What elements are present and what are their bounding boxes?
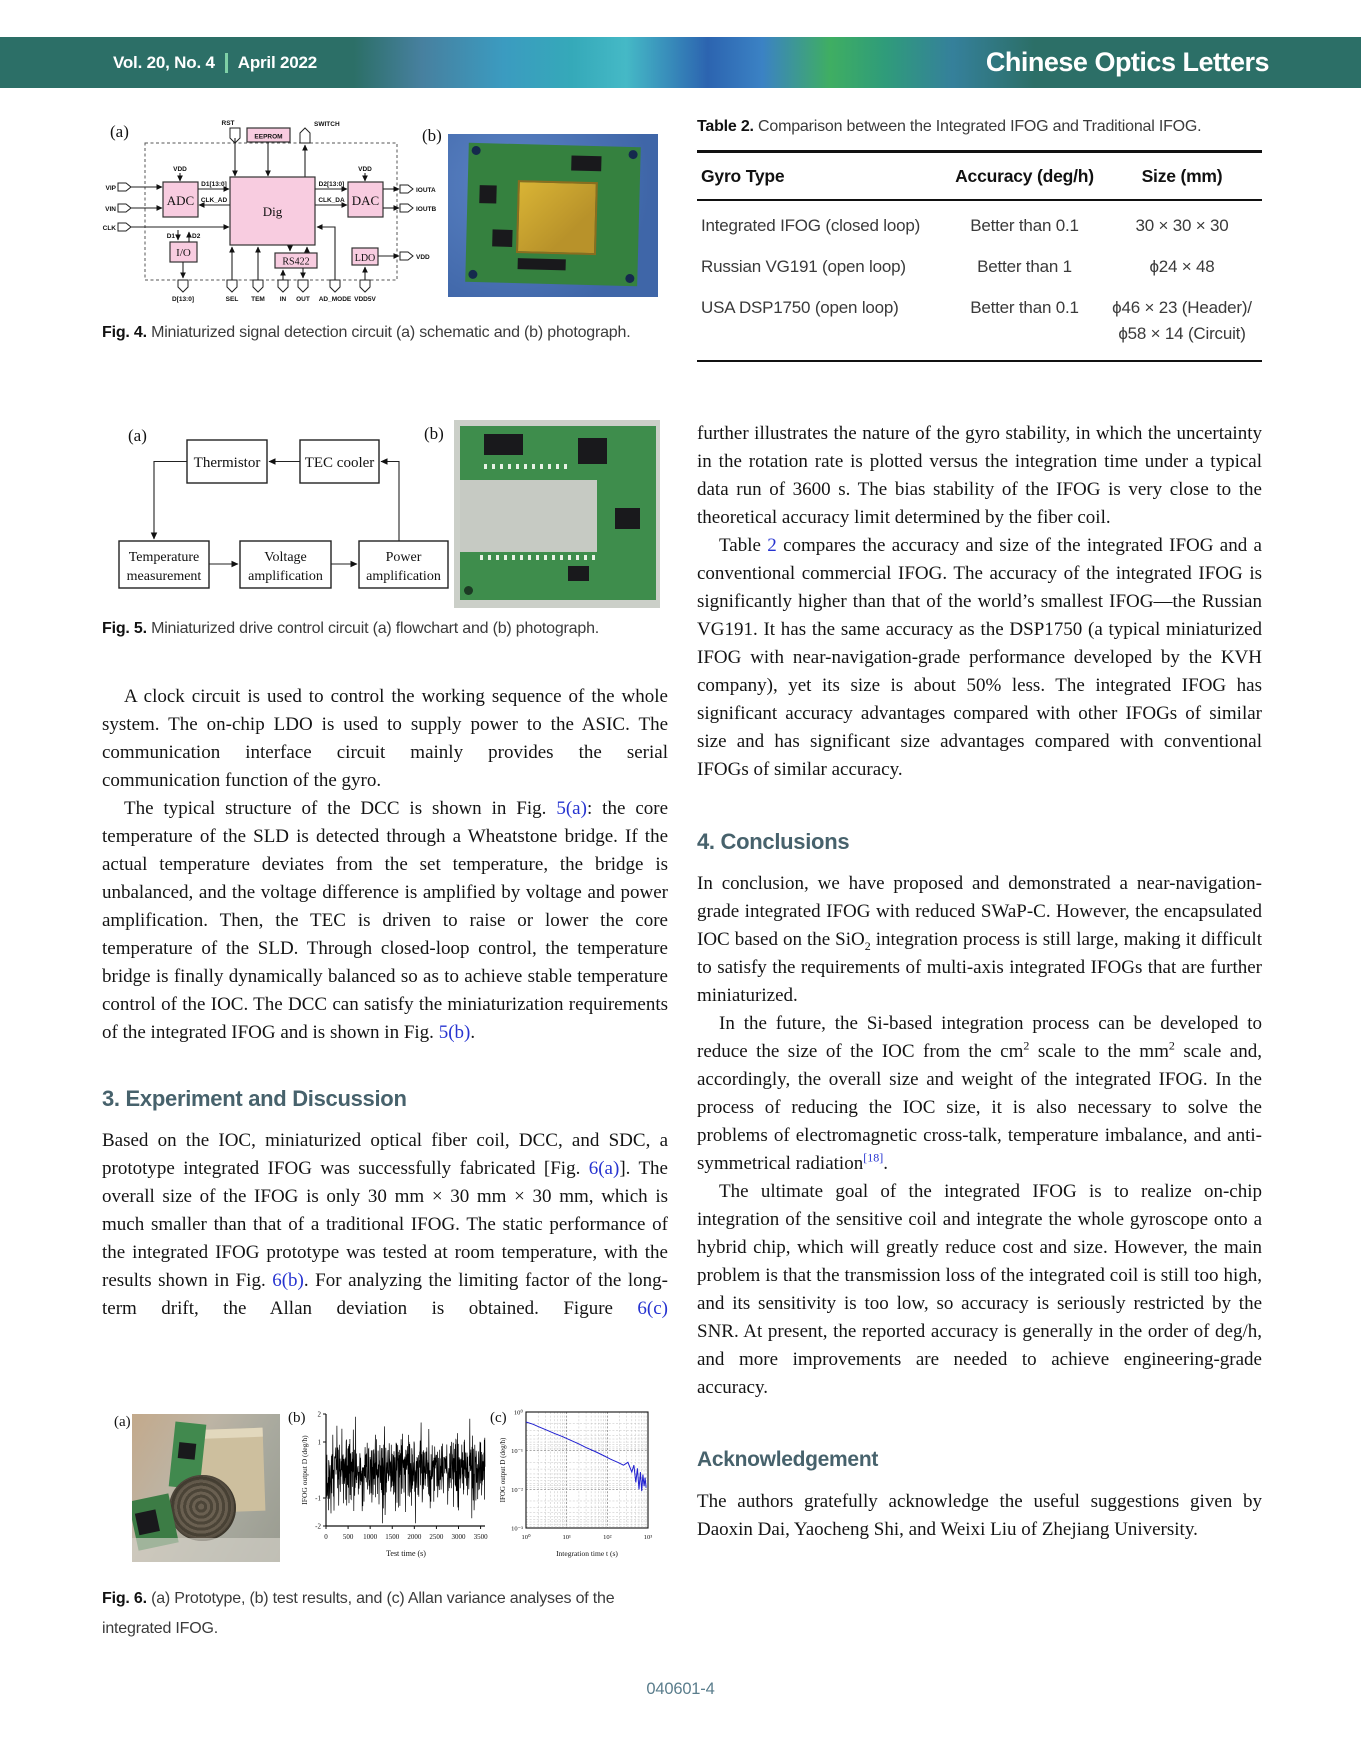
pin-sel — [227, 280, 237, 292]
pin-clk-label: CLK — [102, 225, 116, 232]
fig4-photo-chip — [479, 185, 497, 203]
table-row — [697, 242, 1262, 283]
flow-volt-label-2: amplification — [248, 569, 323, 584]
pin-vip — [118, 183, 131, 191]
fig4-photo-hole — [625, 274, 634, 283]
section-heading-conclusions: 4. Conclusions — [697, 829, 850, 854]
fig6-caption-number: Fig. 6. — [102, 1590, 147, 1607]
svg-text:1: 1 — [317, 1438, 321, 1447]
cell-size — [1102, 283, 1262, 350]
inline-reference-link[interactable]: 6(c) — [637, 1298, 668, 1319]
issue-volume: Vol. 20, No. 4 — [113, 52, 215, 72]
fig6-panel-c-label: (c) — [490, 1410, 507, 1426]
fig4-photo — [448, 134, 658, 297]
header-separator — [225, 53, 228, 73]
cell-gyro-type: Russian VG191 (open loop) — [701, 257, 906, 276]
svg-text:10²: 10² — [603, 1534, 612, 1541]
inline-reference-link[interactable]: [18] — [863, 1150, 884, 1165]
table2-caption — [697, 118, 1262, 136]
fig5-photo — [454, 420, 660, 608]
flow-temp-label-1: Temperature — [128, 550, 200, 565]
bus-d1-label: D1[13:0] — [201, 181, 227, 188]
pin-iouta-label: IOUTA — [416, 187, 436, 194]
fig6c-xlabel: Integration time t (s) — [556, 1549, 618, 1558]
fig6b-ylabel: IFOG output D (deg/h) — [300, 1435, 309, 1505]
section-heading-experiment: 3. Experiment and Discussion — [102, 1086, 407, 1111]
fig6-caption-text: (a) Prototype, (b) test results, and (c) Allan variance analyses of the integrated IFOG. — [102, 1590, 615, 1637]
svg-text:2500: 2500 — [429, 1533, 444, 1541]
flow-tec-label: TEC cooler — [304, 455, 375, 471]
block-eeprom-label: EEPROM — [254, 133, 283, 141]
table2 — [697, 118, 1262, 362]
fig5-photo-silkscreen — [480, 555, 597, 560]
fig4-photo-hole — [469, 270, 478, 279]
paragraph-table-comparison: Table 2 compares the accuracy and size of the integrated IFOG and a conventional commercial IFOG. The accuracy of the integrated IFOG is significantly higher than that of the world’s smallest IFOG—the Russian VG191. It has the same accuracy as the DSP1750 (a typical miniaturized IFOG with near-navigation-grade performance developed by the KVH company), yet its size is about 50% less. The integrated IFOG has significant accuracy advantages compared with other IFOGs of similar size and has significant size advantages compared with conventional IFOGs of similar accuracy. — [697, 535, 1262, 780]
bus-clkda-label: CLK_DA — [318, 197, 345, 204]
cell-size: ϕ24 × 48 — [1149, 257, 1215, 276]
inline-reference-link[interactable]: 6(b) — [272, 1270, 304, 1291]
pin-vip-label: VIP — [105, 185, 116, 192]
inline-reference-link[interactable]: 2 — [767, 535, 777, 556]
fig4-photo-hole — [472, 146, 481, 155]
fig5-panel-a-label: (a) — [128, 426, 147, 445]
fig5-flowchart — [108, 424, 453, 604]
inline-reference-link[interactable]: 6(a) — [588, 1158, 620, 1179]
cell-accuracy: Better than 1 — [977, 257, 1072, 276]
fig6-panel-b-label: (b) — [288, 1410, 306, 1426]
pin-in — [278, 280, 288, 292]
pin-rst-label: RST — [221, 120, 235, 127]
fig4-panel-b-label: (b) — [422, 126, 442, 145]
pin-vdd-out — [400, 252, 413, 260]
page-number: 040601-4 — [646, 1680, 715, 1698]
flow-temp-label-2: measurement — [126, 569, 202, 584]
paragraph-conclusion-3: The ultimate goal of the integrated IFOG is to realize on-chip integration of the sensitive coil and integrate the whole gyroscope onto a hybrid chip, which will greatly reduce cost and size. However, the main problem is that the transmission loss of the integrated coil is still too high, and its sensitivity is too low, so accuracy is seriously restricted by the SNR. At present, the reported accuracy is generally in the order of deg/h, and more improvements are needed to achieve engineering-grade accuracy. — [697, 1181, 1262, 1398]
cell-gyro-type: Integrated IFOG (closed loop) — [701, 216, 921, 235]
fig5-photo-hole — [464, 586, 473, 595]
fig6-chart-test-results — [298, 1406, 493, 1574]
fig6b-xlabel: Test time (s) — [386, 1549, 426, 1558]
paragraph-dcc-structure: The typical structure of the DCC is shown in Fig. 5(a): the core temperature of the SLD is detected through a Wheatstone bridge. If the actual temperature deviates from the set temperature, the bridge is unbalanced, and the voltage difference is amplified by voltage and power amplification. Then, the TEC is driven to raise or lower the core temperature of the SLD. Through closed-loop control, the temperature bridge is finally dynamically balanced so as to achieve stable temperature control of the IOC. The DCC can satisfy the miniaturization requirements of the integrated IFOG and is shown in Fig. 5(b). — [102, 798, 669, 1043]
svg-text:10³: 10³ — [643, 1534, 653, 1541]
paragraph-conclusion-2: In the future, the Si-based integration process can be developed to reduce the size of the IOC from the $cm^2$ scale to the $mm^2$ scale and, accordingly, the overall size and weight of the integrated IFOG. In the process of reducing the IOC size, it is also necessary to solve the problems of electromagnetic cross-talk, temperature imbalance, and anti-symmetrical radiation[18]. — [697, 1013, 1262, 1174]
fig5-photo-chip — [578, 438, 607, 464]
inline-reference-link[interactable]: 5(b) — [438, 1022, 471, 1043]
fig4-caption-text: Miniaturized signal detection circuit (a) schematic and (b) photograph. — [146, 324, 631, 341]
paragraph-conclusion-1: In conclusion, we have proposed and demonstrated a near-navigation-grade integrated IFOG with reduced SWaP-C. However, the encapsulated IOC based on the SiO$_2$ integration process is still large, making it difficult to satisfy the requirements of multi-axis integrated IFOGs that are further miniaturized. — [697, 873, 1262, 1006]
flow-pow-label-1: Power — [385, 550, 422, 565]
fig5-photo-chip — [568, 566, 590, 582]
pin-vdd-out-label: VDD — [416, 254, 430, 261]
flow-volt-label-1: Voltage — [264, 550, 307, 565]
fig6-panel-a-label: (a) — [114, 1414, 131, 1430]
svg-text:10⁰: 10⁰ — [521, 1534, 531, 1541]
fig6-caption — [102, 1584, 668, 1644]
table2-bottom-rule — [697, 360, 1262, 362]
paragraph-clock-circuit: A clock circuit is used to control the working sequence of the whole system. The on-chip LDO is used to supply power to the ASIC. The communication interface circuit mainly provides the serial communication function of the gyro. — [102, 686, 668, 791]
svg-text:0: 0 — [324, 1533, 328, 1541]
pin-vdd5v-label: VDD5V — [354, 296, 376, 303]
d2-label: D2 — [192, 233, 201, 240]
table2-caption-text: Comparison between the Integrated IFOG and Traditional IFOG. — [753, 118, 1202, 135]
svg-text:2: 2 — [317, 1410, 321, 1419]
pin-in-label: IN — [279, 296, 287, 303]
fig6-photo-prototype — [132, 1414, 280, 1562]
svg-text:10⁻¹: 10⁻¹ — [511, 1448, 523, 1456]
fig5-caption — [102, 614, 668, 644]
cell-size-line1: ϕ46 × 23 (Header)/ — [1112, 298, 1252, 317]
svg-text:2000: 2000 — [407, 1533, 422, 1541]
pin-tem-label: TEM — [251, 296, 265, 303]
issue-date: April 2022 — [237, 52, 318, 72]
pin-vin — [118, 204, 131, 212]
pin-sel-label: SEL — [225, 296, 239, 303]
fig5-photo-cutout — [460, 480, 597, 552]
paragraph-gyro-stability: further illustrates the nature of the gyro stability, in which the uncertainty in the rotation rate is plotted versus the integration time under a typical data run of 3600 s. The bias stability of the IFOG is very close to the theoretical accuracy limit determined by the fiber coil. — [697, 423, 1262, 528]
fig5-photo-chip — [615, 508, 640, 529]
cell-size-line2: ϕ58 × 14 (Circuit) — [1118, 324, 1246, 343]
pin-ioutb — [400, 204, 413, 212]
table-row — [697, 283, 1262, 350]
block-rs422-label: RS422 — [282, 256, 310, 268]
table2-caption-number: Table 2. — [697, 118, 754, 135]
fig4-photo-gold-chip — [516, 180, 598, 255]
journal-title: Chinese Optics Letters — [985, 47, 1269, 77]
fig4-panel-a-label: (a) — [110, 122, 129, 141]
fig4-photo-chip — [571, 156, 601, 172]
fig6-photo-plate — [132, 1538, 280, 1562]
inline-reference-link[interactable]: 5(a) — [556, 798, 587, 819]
pin-out — [298, 280, 308, 292]
fig5-photo-pcb — [460, 426, 656, 601]
svg-text:-2: -2 — [315, 1522, 321, 1531]
fig5-panel-b-label: (b) — [424, 424, 444, 443]
table2-col-size: Size (mm) — [1141, 166, 1223, 186]
svg-text:3000: 3000 — [451, 1533, 466, 1541]
block-ldo-label: LDO — [354, 253, 376, 264]
svg-text:1000: 1000 — [363, 1533, 378, 1541]
adc-vdd-label: VDD — [173, 166, 187, 173]
issue-info — [113, 53, 317, 73]
fig5-photo-silkscreen — [484, 464, 572, 469]
flow-pow-label-2: amplification — [366, 569, 441, 584]
pin-iouta — [400, 185, 413, 193]
svg-text:10⁻²: 10⁻² — [511, 1486, 523, 1494]
fig5-caption-text: Miniaturized drive control circuit (a) flowchart and (b) photograph. — [146, 620, 600, 637]
table2-col-accuracy: Accuracy (deg/h) — [955, 166, 1094, 186]
paragraph-prototype: Based on the IOC, miniaturized optical fiber coil, DCC, and SDC, a prototype integrated IFOG was successfully fabricated [Fig. 6(a)]. The overall size of the IFOG is only 30 mm × 30 mm × 30 mm, which is much smaller than that of a traditional IFOG. The static performance of the integrated IFOG prototype was tested at room temperature, with the results shown in Fig. 6(b). For analyzing the limiting factor of the long-term drift, the Allan deviation is obtained. Figure 6(c) — [102, 1130, 668, 1319]
cell-accuracy: Better than 0.1 — [970, 216, 1079, 235]
pin-vin-label: VIN — [105, 206, 116, 213]
fig4-photo-hole — [628, 150, 637, 159]
block-io-label: I/O — [176, 247, 191, 259]
cell-size: 30 × 30 × 30 — [1135, 216, 1229, 235]
dac-vdd-label: VDD — [358, 166, 372, 173]
svg-text:10⁰: 10⁰ — [513, 1409, 523, 1417]
fig4-photo-chip — [492, 230, 513, 247]
svg-text:500: 500 — [342, 1533, 354, 1541]
section-heading-acknowledgement: Acknowledgement — [697, 1448, 879, 1471]
block-adc-label: ADC — [166, 193, 195, 208]
pin-switch — [300, 128, 310, 143]
bus-d2-label: D2[13:0] — [318, 181, 345, 188]
fig6-photo-coil — [169, 1475, 236, 1542]
fig4-schematic — [98, 112, 438, 307]
cell-gyro-type: USA DSP1750 (open loop) — [701, 298, 899, 317]
header-bar — [0, 37, 1361, 88]
fig4-photo-chip — [517, 258, 565, 270]
pin-ioutb-label: IOUTB — [416, 206, 437, 213]
bus-clkad-label: CLK_AD — [200, 197, 228, 204]
block-dac-label: DAC — [351, 193, 380, 208]
svg-text:10¹: 10¹ — [562, 1534, 571, 1541]
svg-text:1500: 1500 — [385, 1533, 400, 1541]
table-row — [697, 201, 1262, 242]
fig4-photo-pcb — [465, 143, 641, 286]
pin-admode — [330, 280, 340, 292]
flow-thermistor-label: Thermistor — [193, 455, 261, 471]
svg-text:3500: 3500 — [473, 1533, 488, 1541]
fig5-photo-chip — [484, 434, 523, 455]
pin-vdd5v — [360, 280, 370, 292]
fig6-chart-allan-variance — [496, 1406, 658, 1574]
svg-text:-1: -1 — [315, 1494, 321, 1503]
left-column — [102, 683, 668, 1323]
pin-clk — [118, 223, 131, 231]
pin-out-label: OUT — [296, 296, 310, 303]
paragraph-acknowledgement: The authors gratefully acknowledge the useful suggestions given by Daoxin Dai, Yaocheng Shi, and Weixi Liu of Zhejiang University. — [697, 1491, 1262, 1540]
table2-col-gyro-type: Gyro Type — [701, 166, 785, 186]
pin-dbus-label: D[13:0] — [171, 296, 195, 303]
fig6-photo-connector — [135, 1509, 160, 1535]
fig5-caption-number: Fig. 5. — [102, 620, 147, 637]
pin-switch-label: SWITCH — [314, 121, 340, 128]
svg-text:10⁻³: 10⁻³ — [511, 1525, 523, 1533]
pin-admode-label: AD_MODE — [318, 296, 352, 303]
fig4-caption-number: Fig. 4. — [102, 324, 147, 341]
cell-accuracy: Better than 0.1 — [970, 298, 1079, 317]
right-column — [697, 420, 1262, 1544]
pin-dbus — [178, 280, 188, 292]
d1-label: D1 — [166, 233, 175, 240]
fig6c-ylabel: IFOG output D (deg/h) — [499, 1437, 507, 1503]
block-dig-label: Dig — [262, 204, 283, 219]
fig6-photo-chip — [178, 1442, 197, 1460]
pin-tem — [253, 280, 263, 292]
table2-header-row — [697, 153, 1262, 199]
fig4-caption — [102, 318, 668, 348]
